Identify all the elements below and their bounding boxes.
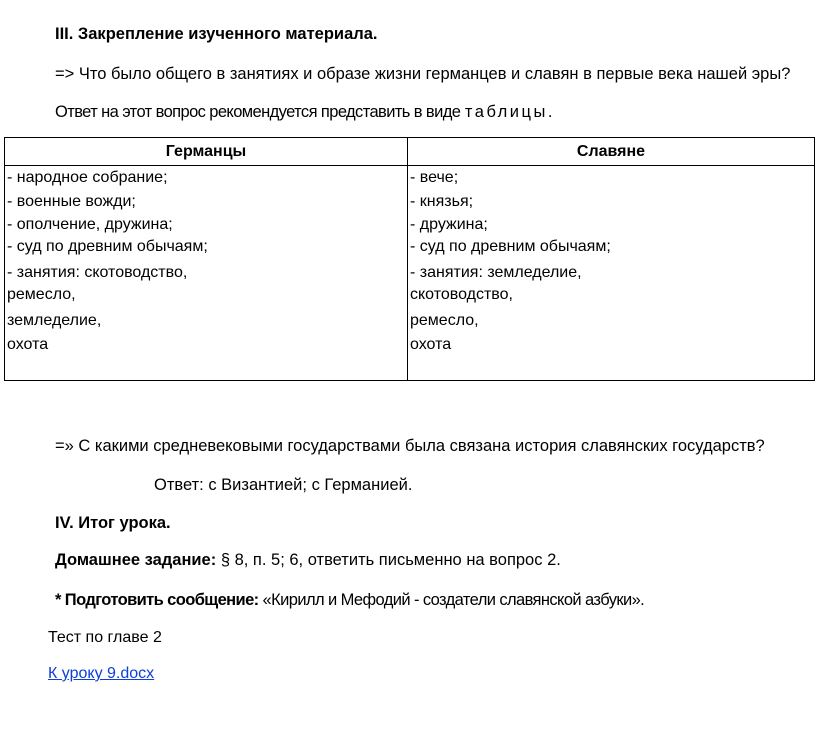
- answer-2: Ответ: с Византией; с Германией.: [154, 476, 413, 494]
- list-item: ремесло,: [7, 286, 76, 303]
- table-header-row: [5, 138, 815, 166]
- list-item: - военные вожди;: [7, 193, 136, 210]
- slavs-cell: [408, 166, 815, 381]
- recommend-text: Ответ на этот вопрос рекомендуется представить в виде: [55, 103, 461, 121]
- recommend-word: таблицы: [464, 103, 548, 121]
- lesson-link[interactable]: К уроку 9.docx: [48, 665, 155, 682]
- list-item: - народное собрание;: [7, 169, 168, 186]
- homework-label: Домашнее задание:: [55, 551, 217, 569]
- header-slavs: Славяне: [408, 138, 815, 166]
- header-germans: Германцы: [5, 138, 408, 166]
- list-item: скотоводство,: [410, 286, 513, 303]
- list-item: охота: [410, 336, 452, 353]
- prepare-label: * Подготовить сообщение:: [55, 591, 259, 609]
- comparison-table: [4, 137, 815, 381]
- list-item: - ополчение, дружина;: [7, 216, 173, 233]
- prepare-text: «Кирилл и Мефодий - создатели славянской азбуки».: [258, 591, 645, 609]
- list-item: - князья;: [410, 193, 474, 210]
- list-item: ремесло,: [410, 312, 479, 329]
- question-2: =» С какими средневековыми государствами была связана история славянских государств?: [55, 437, 765, 455]
- list-item: - занятия: скотоводство,: [7, 264, 188, 281]
- recommend-line: [55, 102, 552, 122]
- list-item: - занятия: земледелие,: [410, 264, 582, 281]
- recommend-end: .: [547, 103, 553, 121]
- list-item: - дружина;: [410, 216, 488, 233]
- list-item: земледелие,: [7, 312, 102, 329]
- question-1: => Что было общего в занятиях и образе жизни германцев и славян в первые века нашей эры?: [55, 65, 791, 83]
- table-row: [5, 166, 815, 381]
- test-text: Тест по главе 2: [48, 629, 162, 646]
- list-item: охота: [7, 336, 49, 353]
- section-heading: III. Закрепление изученного материала.: [55, 25, 378, 43]
- prepare-line: [55, 590, 644, 610]
- list-item: - суд по древним обычаям;: [7, 238, 208, 255]
- homework-line: [55, 550, 561, 570]
- homework-text: § 8, п. 5; 6, ответить письменно на вопрос 2.: [216, 551, 561, 569]
- list-item: - суд по древним обычаям;: [410, 238, 611, 255]
- list-item: - вече;: [410, 169, 459, 186]
- summary-heading: IV. Итог урока.: [55, 514, 171, 532]
- germans-cell: [5, 166, 408, 381]
